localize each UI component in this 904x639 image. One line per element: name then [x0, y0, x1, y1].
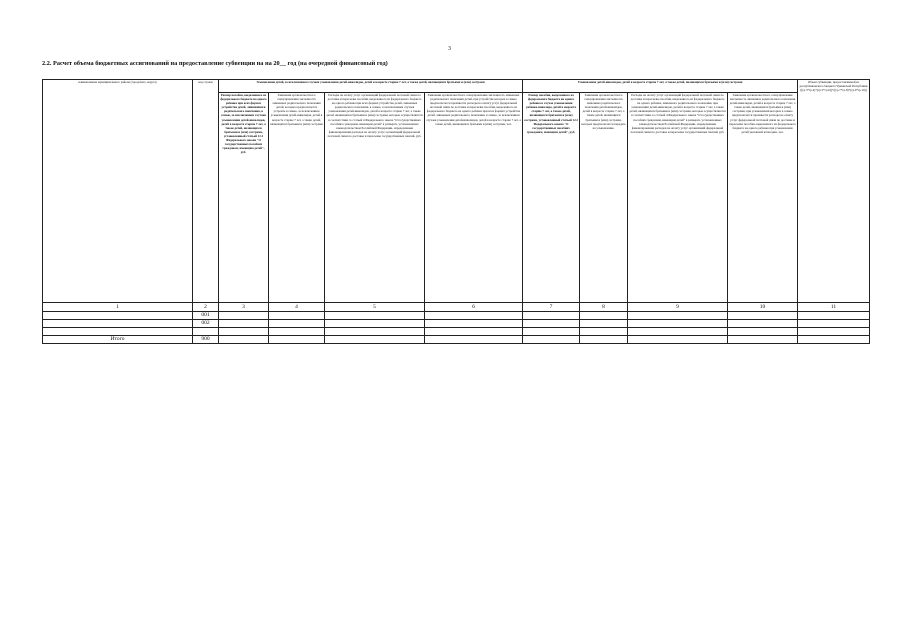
- column-header-4: Заявления органам местного самоуправления численность лишенных родительского попечения детей, которых предполагается устроить в семью, за исключением усыновления детей-инвалидов, детей в возрасте старше 7 лет, а также детей, являющихся братьями и (или) сестрами: [269, 93, 325, 303]
- column-header-7: Размер пособия, выделенного из федерального бюджета на одного ребенка в случае усыновления ребенка-инвалида, детей в возрасте старше 7 лет, а также детей, являющихся братьями и (или) сестрами, установленный статьей 12.2 Федерального закона "О государственных пособиях гражданам, имеющим детей", руб.: [523, 93, 580, 303]
- table-cell[interactable]: [325, 328, 425, 336]
- column-header-5: Расходы на оплату услуг организаций федеральной почтовой связи по доставке и пересылке пособия, выделенного из федерального бюджета на одного ребенка при всех формах устройства детей, лишенных родительского попечения, в семью, за исключением случаев усыновления детей-инвалидов, детей в возрасте старше 7 лет, а также детей, являющихся братьями и (или) сестрами, которые осуществляются в соответствии со статьей 4 Федерального закона "О государственных пособиях гражданам, имеющим детей" в размерах, установленных законодательством Российской Федерации, определенным финансирования расходов на оплату услуг организаций федеральной почтовой связи по доставке и пересылке государственных пенсий, руб.: [325, 93, 425, 303]
- row-code: [193, 328, 219, 336]
- table-cell[interactable]: [219, 328, 269, 336]
- table-cell[interactable]: [425, 328, 523, 336]
- table-cell[interactable]: [269, 328, 325, 336]
- table-cell[interactable]: [580, 320, 628, 328]
- column-number: 2: [193, 303, 219, 312]
- table-cell[interactable]: [580, 336, 628, 344]
- column-number: 8: [580, 303, 628, 312]
- table-row: [43, 328, 870, 336]
- table-cell[interactable]: [628, 336, 728, 344]
- table-cell[interactable]: [628, 312, 728, 320]
- table-cell[interactable]: [269, 312, 325, 320]
- page-number: 3: [448, 46, 451, 52]
- table-cell[interactable]: [798, 312, 870, 320]
- table-cell[interactable]: [219, 320, 269, 328]
- column-header-10: Заявления органам местного самоуправления численность лишенных родительского попечения детей-инвалидов, детей в возрасте старше 7 лет, а также детей, являющихся братьями и (или) сестрами, при усыновлении которых в семью предполагается произвести расходы на оплату услуг федеральной почтовой связи по доставке и пересылке пособия, выделенного из федерального бюджета на одного ребенка при усыновлении детей указанной категории, чел.: [728, 93, 798, 303]
- table-cell[interactable]: [219, 336, 269, 344]
- column-number: 9: [628, 303, 728, 312]
- table-cell[interactable]: [728, 336, 798, 344]
- table-row: [43, 312, 870, 320]
- row-code: 900: [193, 336, 219, 344]
- table-cell[interactable]: [325, 336, 425, 344]
- table-cell[interactable]: [798, 320, 870, 328]
- column-header-6: Заявления органам местного самоуправления численность лишенных родительского попечения детей, при устройстве которых в семью предполагается произвести расходы на оплату услуг федеральной почтовой связи по доставке и пересылке пособия, выделенного из федерального бюджета на одного ребенка при всех формах устройства детей, лишенных родительского попечения, в семью, за исключением случаев усыновления детей-инвалидов, детей в возрасте старше 7 лет, а также детей, являющихся братьями и (или) сестрами, чел.: [425, 93, 523, 303]
- table-cell[interactable]: [425, 336, 523, 344]
- group-header-special-adoption: Усыновление детей-инвалидов, детей в возрасте старше 7 лет, а также детей, являющихся братьями и (или) сестрами: [523, 80, 798, 93]
- table-cell[interactable]: [628, 320, 728, 328]
- table-cell[interactable]: [728, 312, 798, 320]
- group-header-regular-adoption: Усыновление детей, за исключением случаев усыновления детей-инвалидов, детей в возрасте старше 7 лет, а также детей, являющихся братьями и (или) сестрами: [219, 80, 523, 93]
- table-cell[interactable]: [523, 328, 580, 336]
- column-number: 6: [425, 303, 523, 312]
- column-number: 5: [325, 303, 425, 312]
- column-header-9: Расходы на оплату услуг организаций федеральной почтовой связи по доставке и пересылке пособия, выделенного из федерального бюджета на одного ребенка, лишенного родительского попечения, при усыновлении детей-инвалидов, детей в возрасте старше 7 лет, а также детей, являющихся братьями и (или) сестрами, которые осуществляются в соответствии со статьей 4 Федерального закона "О государственных пособиях гражданам, имеющим детей" в размерах, установленных законодательством Российской Федерации, определенным финансирования расходов на оплату услуг организаций федеральной почтовой связи по доставке и пересылке государственных пенсий, руб.: [628, 93, 728, 303]
- table-row-total: [43, 336, 870, 344]
- column-number: 11: [798, 303, 870, 312]
- row-name[interactable]: [43, 312, 193, 320]
- table-cell[interactable]: [580, 328, 628, 336]
- table-cell[interactable]: [325, 320, 425, 328]
- column-number: 7: [523, 303, 580, 312]
- table-cell[interactable]: [580, 312, 628, 320]
- table-cell[interactable]: [269, 336, 325, 344]
- row-name-total: Итого: [43, 336, 193, 344]
- table-cell[interactable]: [523, 336, 580, 344]
- column-header-code: код строки: [193, 80, 219, 303]
- column-number: 1: [43, 303, 193, 312]
- row-code: 002: [193, 320, 219, 328]
- table-cell[interactable]: [798, 328, 870, 336]
- column-header-name: наименование муниципального района (городского округа): [43, 80, 193, 303]
- column-header-3: Размер пособия, выделенного из федерального бюджета на одного ребенка при всех формах устройства детей, лишившихся родительского попечения, в семью, за исключением случаев усыновления детей-инвалидов, детей в возрасте старше 7 лет, а также детей, являющихся братьями и (или) сестрами, установленный статьей 12.2 Федерального закона "О государственных пособиях гражданам, имеющим детей", руб.: [219, 93, 269, 303]
- budget-calculation-table: [42, 79, 870, 344]
- table-cell[interactable]: [219, 312, 269, 320]
- column-number: 4: [269, 303, 325, 312]
- column-header-8: Заявления органам местного самоуправления численность лишенных родительского попечения детей-инвалидов, детей в возрасте старше 7 лет, а также детей, являющихся братьями и (или) сестрами, которых предполагается передать на усыновление.: [580, 93, 628, 303]
- column-number: 10: [728, 303, 798, 312]
- column-header-subvention-volume: Объем субвенции, предоставляемой из республиканского бюджета Чувашской Республики ((гр.3*гр.4)+(гр.5*гр.6))+((гр.7*гр.8)+(гр.9*гр.10)): [798, 80, 870, 303]
- table-cell[interactable]: [523, 312, 580, 320]
- section-heading: 2.2. Расчет объема бюджетных ассигнований на предоставление субвенции на на 20__ год (на очередной финансовый год): [42, 60, 388, 67]
- table-cell[interactable]: [523, 320, 580, 328]
- row-code: 001: [193, 312, 219, 320]
- table-row: [43, 320, 870, 328]
- table-cell[interactable]: [325, 312, 425, 320]
- column-number: 3: [219, 303, 269, 312]
- table-cell[interactable]: [425, 320, 523, 328]
- row-name[interactable]: [43, 320, 193, 328]
- table-cell[interactable]: [728, 320, 798, 328]
- table-cell[interactable]: [728, 328, 798, 336]
- row-name[interactable]: [43, 328, 193, 336]
- table-cell[interactable]: [798, 336, 870, 344]
- table-cell[interactable]: [628, 328, 728, 336]
- table-cell[interactable]: [269, 320, 325, 328]
- table-cell[interactable]: [425, 312, 523, 320]
